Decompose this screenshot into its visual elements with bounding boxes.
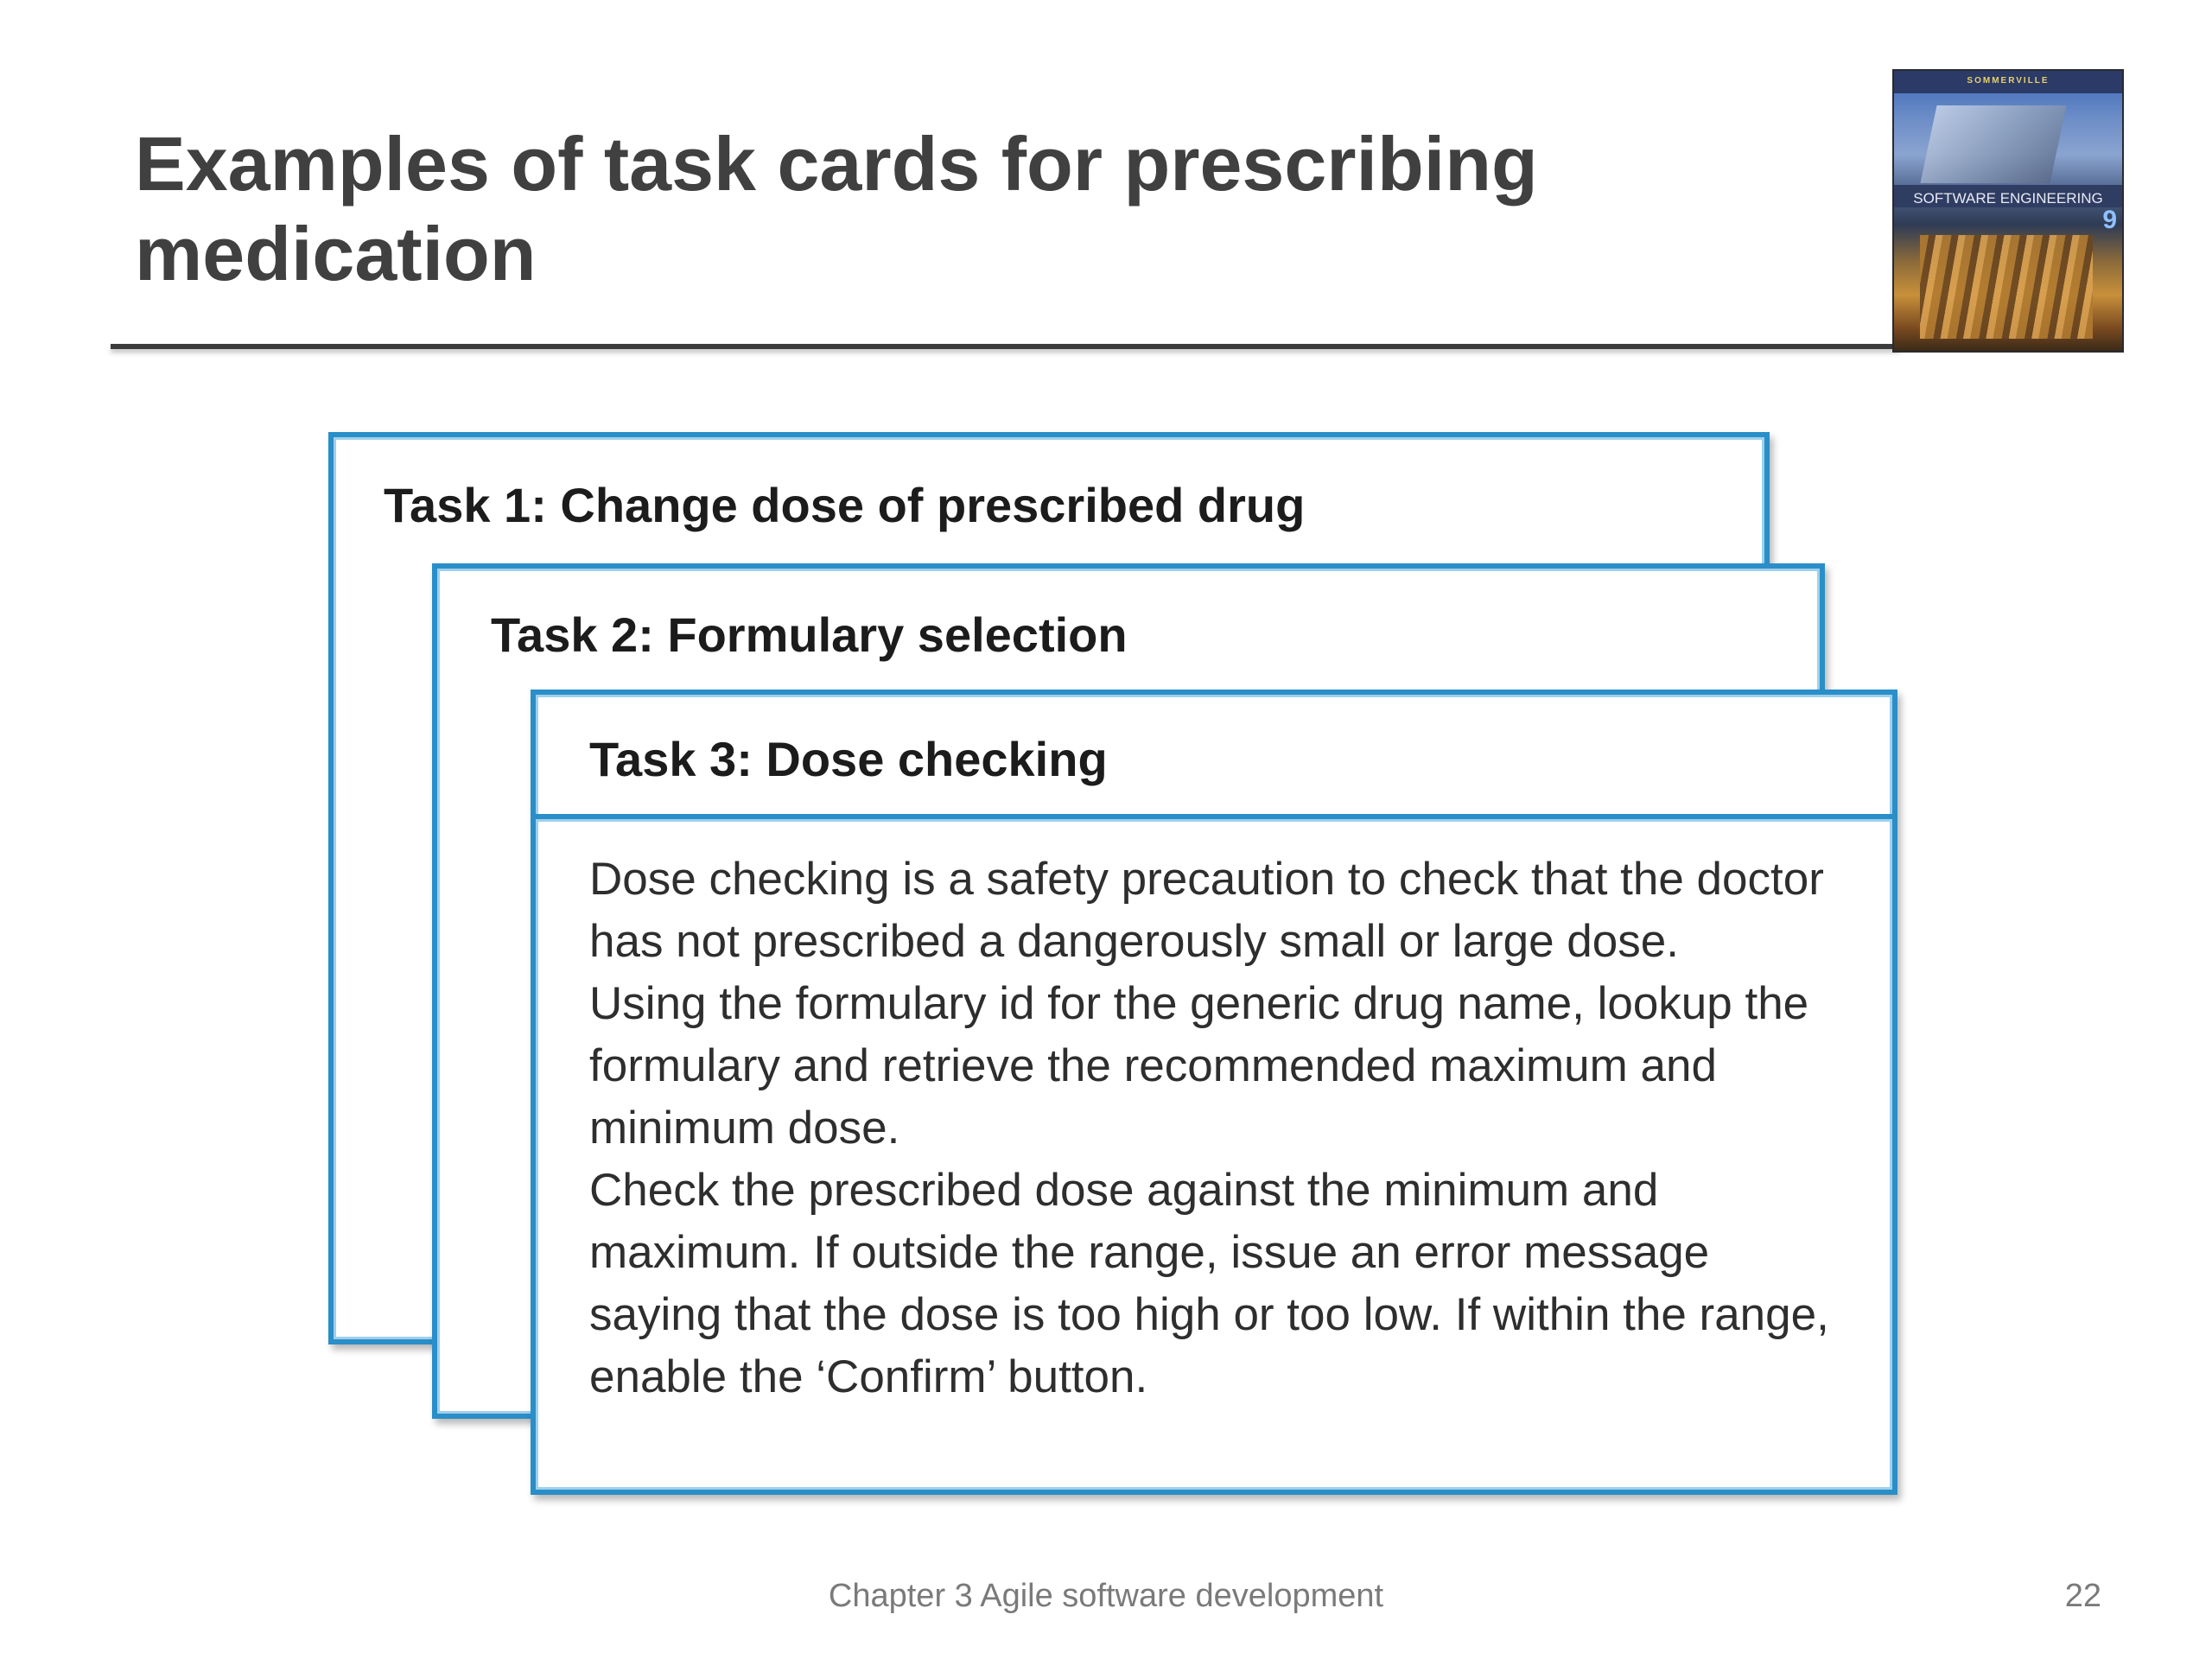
book-cover-author: SOMMERVILLE bbox=[1967, 76, 2050, 86]
book-cover-title: SOFTWARE ENGINEERING bbox=[1913, 190, 2103, 207]
book-cover-scaffold-art bbox=[1920, 235, 2093, 339]
task-card-3-paragraph-3: Check the prescribed dose against the minimum and maximum. If outside the range, issue an error message saying that the dose is too high or too low. If within the range, enable the ‘Confirm’ button. bbox=[589, 1165, 1829, 1402]
slide-title-line-1: Examples of task cards for prescribing bbox=[135, 121, 1538, 207]
footer-chapter-title: Chapter 3 Agile software development bbox=[828, 1578, 1384, 1614]
book-cover-building-art bbox=[1920, 105, 2066, 183]
task-card-3-divider bbox=[536, 814, 1892, 819]
slide-title bbox=[135, 119, 1777, 299]
page-number: 22 bbox=[2064, 1578, 2101, 1614]
book-cover-title-band bbox=[1894, 185, 2122, 207]
task-card-3-paragraph-2: Using the formulary id for the generic drug name, lookup the formulary and retrieve the recommended maximum and minimum dose. bbox=[589, 978, 1809, 1154]
task-card-3-paragraph-1: Dose checking is a safety precaution to check that the doctor has not prescribed a dangerously small or large dose. bbox=[589, 854, 1824, 967]
task-card-3-body bbox=[589, 849, 1851, 1408]
book-cover-author-band bbox=[1894, 71, 2122, 93]
task-card-1-title: Task 1: Change dose of prescribed drug bbox=[384, 478, 1306, 532]
title-divider bbox=[111, 344, 1901, 349]
book-cover-edition: 9 bbox=[2102, 206, 2117, 234]
slide-title-line-2: medication bbox=[135, 211, 537, 296]
task-card-3 bbox=[531, 690, 1897, 1495]
task-card-2-title: Task 2: Formulary selection bbox=[491, 607, 1128, 662]
task-card-3-title: Task 3: Dose checking bbox=[589, 732, 1108, 786]
book-cover-image bbox=[1892, 69, 2124, 353]
